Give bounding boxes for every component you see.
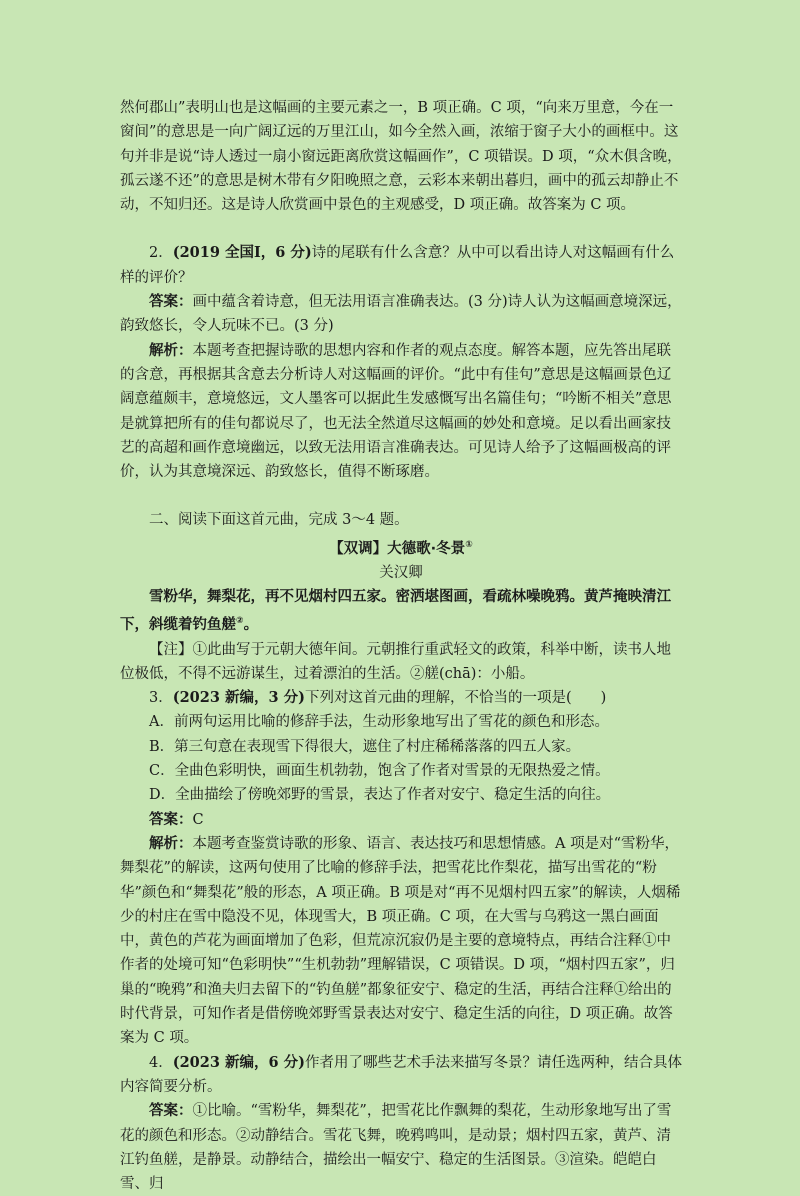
question-4-stem: 作者用了哪些艺术手法来描写冬景？请任选两种，结合具体内容简要分析。 (120, 1054, 682, 1095)
question-3-source: (2023 新编，3 分) (172, 689, 305, 707)
question-3-stem: 下列对这首元曲的理解，不恰当的一项是( ) (305, 690, 607, 707)
question-2: 2．(2019 全国Ⅰ，6 分)诗的尾联有什么含意？从中可以看出诗人对这幅画有什么样的评价？ (120, 244, 675, 286)
option-d: D．全曲描绘了傍晚郊野的雪景，表达了作者对安宁、稳定生活的向往。 (149, 787, 611, 804)
q1-analysis-tail: 然何郡山”表明山也是这幅画的主要元素之一，B 项正确。C 项，“向来万里意，今在一窗间”的意思是一向广阔辽远的万里江山，如今全然入画，浓缩于窗子大小的画框中。这句并非是说“诗人透过一扇小窗远距离欣赏这幅画作”，C 项错误。D 项，“众木俱含晚，孤云遂不还”的意思是树木带有夕阳晚照之意，云彩本来朝出暮归，画中的孤云却静止不动，不知归还。这是诗人欣赏画中景色的主观感受，D 项正确。故答案为 C 项。 (120, 100, 682, 214)
poem-author: 关汉卿 (379, 564, 423, 581)
poem-title: 【双调】大德歌·冬景① (329, 539, 473, 557)
question-2-answer: 答案：画中蕴含着诗意，但无法用语言准确表达。(3 分)诗人认为这幅画意境深远，韵致悠长，令人玩味不已。(3 分) (120, 293, 682, 335)
question-3-answer: 答案：C (149, 810, 204, 828)
option-c: C．全曲色彩明快，画面生机勃勃，饱含了作者对雪景的无限热爱之情。 (149, 763, 610, 780)
question-2-analysis: 解析：本题考查把握诗歌的思想内容和作者的观点态度。解答本题，应先答出尾联的含意，再根据其含意去分析诗人对这幅画的评价。“此中有佳句”意思是这幅画景色辽阔意蕴颇丰，意境悠远，文人墨客可以据此生发感慨写出名篇佳句；“吟断不相关”意思是就算把所有的佳句都说尽了，也无法全然道尽这幅画的妙处和意境。足以看出画家技艺的高超和画作意境幽远，以致无法用语言准确表达。可见诗人给予了这幅画极高的评价，认为其意境深远、韵致悠长，值得不断琢磨。 (120, 341, 672, 481)
question-4-answer: 答案：①比喻。“雪粉华，舞梨花”，把雪花比作飘舞的梨花，生动形象地写出了雪花的颜色和形态。②动静结合。雪花飞舞，晚鸦鸣叫，是动景；烟村四五家，黄芦、清江钓鱼艖，是静景。动静结合，描绘出一幅安宁、稳定的生活图景。③渲染。皑皑白雪、归 (120, 1102, 672, 1193)
option-a: A．前两句运用比喻的修辞手法，生动形象地写出了雪花的颜色和形态。 (149, 714, 609, 731)
document-body (120, 96, 682, 1196)
option-b: B．第三句意在表现雪下得很大，遮住了村庄稀稀落落的四五人家。 (149, 738, 581, 755)
question-3-analysis: 解析：本题考查鉴赏诗歌的形象、语言、表达技巧和思想情感。A 项是对“雪粉华，舞梨花”的解读，这两句使用了比喻的修辞手法，把雪花比作梨花，描写出雪花的“粉华”颜色和“舞梨花”般的形态，A 项正确。B 项是对“再不见烟村四五家”的解读，人烟稀少的村庄在雪中隐没不见，体现雪大，B 项正确。C 项，在大雪与乌鸦这一黑白画面中，黄色的芦花为画面增加了色彩，但荒凉沉寂仍是主要的意境特点，再结合注释①中作者的处境可知“色彩明快”“生机勃勃”理解错误，C 项错误。D 项，“烟村四五家”，归巢的“晚鸦”和渔夫归去留下的“钓鱼艖”都象征安宁、稳定的生活，再结合注释①给出的时代背景，可知作者是借傍晚郊野雪景表达对安宁、稳定生活的向往，D 项正确。故答案为 C 项。 (120, 834, 681, 1047)
section-2-heading: 二、阅读下面这首元曲，完成 3～4 题。 (149, 512, 409, 529)
question-3: 3．(2023 新编，3 分)下列对这首元曲的理解，不恰当的一项是( ) (149, 689, 607, 707)
question-2-source: (2019 全国Ⅰ，6 分) (172, 244, 312, 262)
question-4-source: (2023 新编，6 分) (172, 1053, 305, 1071)
poem-text: 雪粉华，舞梨花，再不见烟村四五家。密洒堪图画，看疏林噪晚鸦。黄芦掩映清江下，斜缆着钓鱼艖②。 (120, 589, 671, 634)
question-4: 4．(2023 新编，6 分)作者用了哪些艺术手法来描写冬景？请任选两种，结合具体内容简要分析。 (120, 1053, 682, 1095)
poem-note: 【注】①此曲写于元朝大德年间。元朝推行重武轻文的政策，科举中断，读书人地位极低，不得不远游谋生，过着漂泊的生活。②艖(chā)：小船。 (120, 641, 671, 682)
question-2-stem: 诗的尾联有什么含意？从中可以看出诗人对这幅画有什么样的评价？ (120, 245, 675, 286)
